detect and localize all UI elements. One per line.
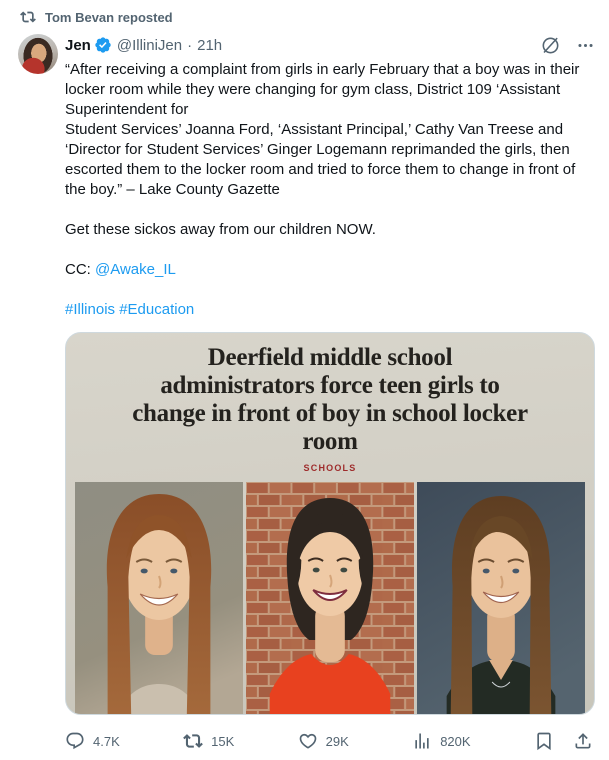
tweet-paragraph: Student Services’ Joanna Ford, ‘Assistant Principal,’ Cathy Van Treese and ‘Director for Student Services’ Ginger Logemann reprimanded the girls, then escorted them to the locker room and tried to force them to change in front of the boy.” – Lake County Gazette: [65, 121, 576, 198]
views-chart-icon: [412, 731, 432, 751]
reply-button[interactable]: [65, 731, 120, 751]
engagement-bar: [65, 728, 595, 754]
verified-badge-icon: [94, 36, 112, 54]
embedded-image[interactable]: [65, 332, 595, 715]
timestamp-separator: ·: [187, 36, 193, 54]
portrait-photo-2: [246, 482, 414, 715]
hashtags-line: [65, 300, 595, 320]
mention-link[interactable]: @Awake_IL: [95, 261, 176, 278]
repost-button[interactable]: [183, 731, 234, 751]
grok-button[interactable]: [540, 35, 561, 56]
more-button[interactable]: [576, 36, 595, 55]
views-count: 820K: [440, 733, 471, 749]
repost-banner-text[interactable]: Tom Bevan reposted: [45, 9, 173, 25]
tweet-paragraph: Get these sickos away from our children NOW.: [65, 221, 376, 238]
bookmark-button[interactable]: [534, 731, 554, 751]
repost-count: 15K: [211, 733, 235, 749]
tweet-text: [65, 60, 595, 320]
repost-icon: [20, 9, 36, 25]
author-row: [65, 34, 595, 56]
portrait-photo-1: [75, 482, 243, 715]
news-headline: Deerfield middle school administrators force teen girls to change in front of boy in school locker room: [132, 344, 528, 455]
repost-count-icon: [183, 731, 203, 751]
author-name[interactable]: Jen: [65, 36, 91, 54]
share-button[interactable]: [573, 731, 593, 751]
reply-count: 4.7K: [93, 733, 120, 749]
portrait-photo-3: [417, 482, 585, 715]
views-button[interactable]: [412, 731, 470, 751]
hashtag-link-education[interactable]: #Education: [119, 301, 195, 318]
tweet-paragraph: “After receiving a complaint from girls in early February that a boy was in their locker room while they were changing for gym class, District 109 ‘Assistant Superintendent for: [65, 61, 580, 118]
cc-line: [65, 260, 595, 280]
timestamp[interactable]: 21h: [197, 36, 223, 54]
heart-icon: [298, 731, 318, 751]
category-label: SCHOOLS: [303, 463, 357, 473]
cc-prefix: CC:: [65, 261, 91, 278]
author-handle[interactable]: @IlliniJen: [116, 36, 183, 54]
like-button[interactable]: [298, 731, 349, 751]
portraits-row: [66, 482, 594, 715]
hashtag-link-illinois[interactable]: #Illinois: [65, 301, 116, 318]
like-count: 29K: [325, 733, 349, 749]
reply-icon: [65, 731, 85, 751]
avatar[interactable]: [18, 34, 58, 74]
repost-banner[interactable]: [18, 8, 595, 26]
